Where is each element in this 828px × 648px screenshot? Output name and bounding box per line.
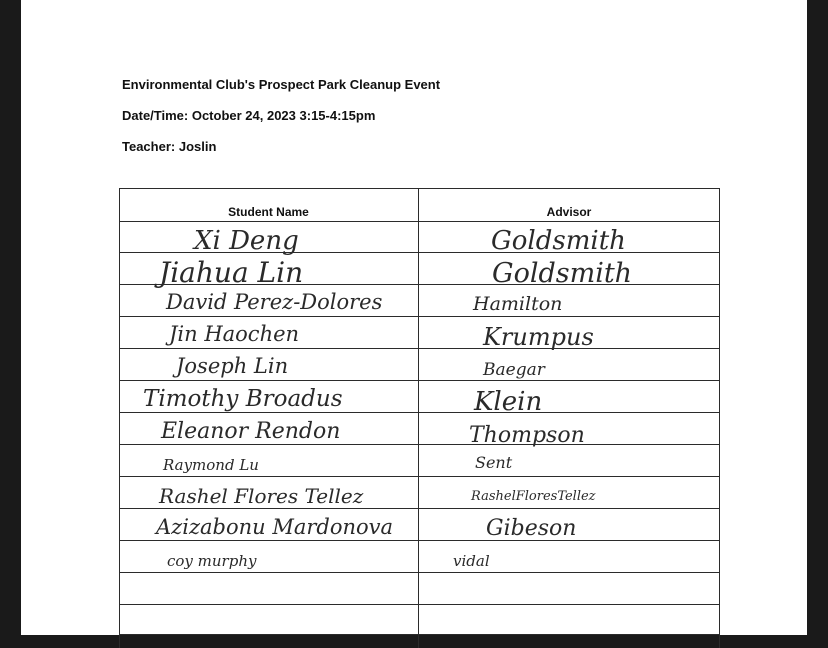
advisor-name: Klein bbox=[474, 387, 543, 417]
student-name: Xi Deng bbox=[194, 226, 299, 256]
column-header-advisor: Advisor bbox=[546, 205, 592, 219]
advisor-name: RashelFloresTellez bbox=[471, 489, 596, 504]
table-border-left bbox=[119, 188, 120, 648]
student-name: coy murphy bbox=[167, 552, 257, 570]
student-name: Eleanor Rendon bbox=[161, 419, 341, 444]
advisor-name: vidal bbox=[453, 552, 490, 570]
table-rule bbox=[119, 476, 720, 477]
signup-table bbox=[119, 188, 720, 648]
student-name: Joseph Lin bbox=[176, 354, 289, 378]
advisor-name: Goldsmith bbox=[492, 258, 633, 289]
advisor-name: Krumpus bbox=[483, 323, 594, 351]
student-name: Jiahua Lin bbox=[159, 256, 304, 289]
student-name: Jin Haochen bbox=[169, 322, 300, 346]
student-name: Raymond Lu bbox=[163, 456, 259, 474]
table-rule bbox=[119, 508, 720, 509]
table-rule bbox=[119, 444, 720, 445]
table-rule bbox=[119, 604, 720, 605]
event-teacher: Teacher: Joslin bbox=[122, 139, 217, 154]
table-rule bbox=[119, 412, 720, 413]
student-name: Timothy Broadus bbox=[143, 386, 343, 412]
advisor-name: Hamilton bbox=[473, 293, 563, 315]
table-column-divider bbox=[418, 188, 419, 648]
column-header-student: Student Name bbox=[228, 205, 309, 219]
advisor-name: Sent bbox=[475, 453, 513, 472]
student-name: Rashel Flores Tellez bbox=[159, 484, 364, 508]
advisor-name: Goldsmith bbox=[491, 226, 626, 256]
advisor-name: Gibeson bbox=[486, 516, 577, 541]
student-name: David Perez-Dolores bbox=[166, 290, 383, 314]
advisor-name: Baegar bbox=[483, 360, 545, 380]
table-rule bbox=[119, 572, 720, 573]
table-rule bbox=[119, 540, 720, 541]
table-rule bbox=[119, 221, 720, 222]
paper-sheet bbox=[21, 0, 807, 635]
event-datetime: Date/Time: October 24, 2023 3:15-4:15pm bbox=[122, 108, 376, 123]
table-rule bbox=[119, 188, 720, 189]
table-rule bbox=[119, 348, 720, 349]
table-rule bbox=[119, 316, 720, 317]
student-name: Azizabonu Mardonova bbox=[156, 515, 394, 539]
table-rule bbox=[119, 380, 720, 381]
event-title: Environmental Club's Prospect Park Cleanup Event bbox=[122, 77, 441, 92]
advisor-name: Thompson bbox=[469, 423, 585, 448]
table-border-right bbox=[719, 188, 720, 648]
